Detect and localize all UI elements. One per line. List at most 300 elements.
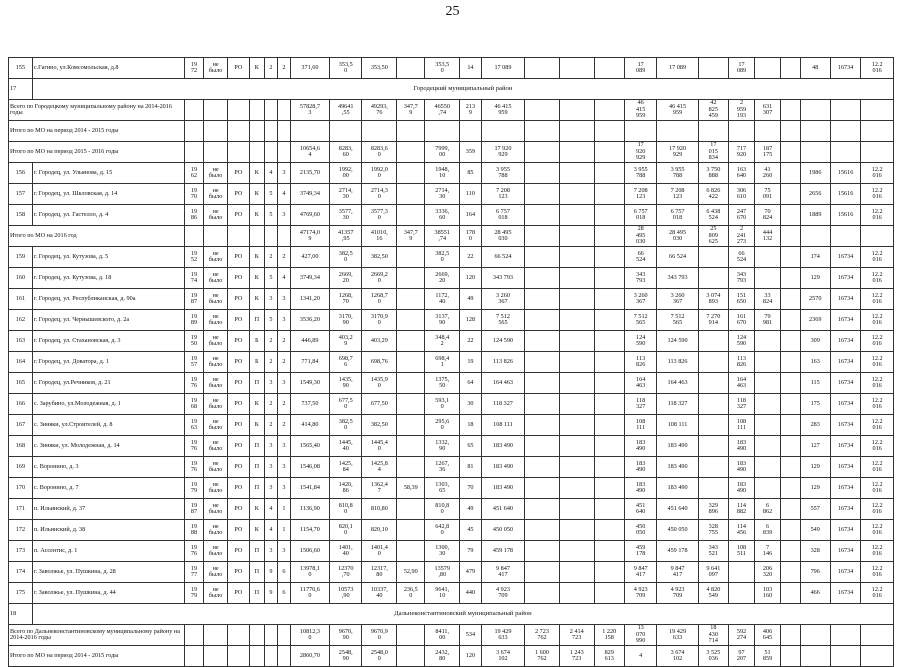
cost-sum: 9 847 417 [657,562,698,583]
cost-region [559,394,594,415]
cost-part-4 [781,100,801,121]
cost-fund: 1 600 762 [525,646,560,667]
area-premises: 49641 ,55 [329,100,362,121]
row-number: 172 [9,520,33,541]
floors: 2 [264,394,277,415]
area-premises: 382,5 0 [329,247,362,268]
floors: 9 [264,562,277,583]
cost-local [594,184,624,205]
unit-cost: 1889 [800,205,830,226]
total-area: 1506,60 [290,541,329,562]
cost-part-4 [781,289,801,310]
empty-cell [800,226,830,247]
last-repair: не было [204,415,228,436]
cost-fund [525,415,560,436]
cost-part-2: 247 670 [729,205,755,226]
last-repair: не было [204,289,228,310]
area-nonresidential [397,646,425,667]
table-row [9,268,894,289]
residents-count: 120 [460,646,482,667]
total-cost: 3 955 788 [481,163,524,184]
cost-sum: 7 512 565 [657,310,698,331]
cost-part-1 [698,394,728,415]
unit-cost: 115 [800,373,830,394]
residents-count: 110 [460,184,482,205]
floors: 2 [264,247,277,268]
row-number: 167 [9,415,33,436]
cost-owners: 459 178 [624,541,657,562]
cost-part-4 [781,583,801,604]
table-row [9,583,894,604]
cost-owners: 124 590 [624,331,657,352]
total-label: Всего по Городецкому муниципальному району на 2014-2016 годы [9,100,185,121]
area-residential: 353,50 [362,58,397,79]
floors: 2 [264,352,277,373]
residents-count: 49 [460,499,482,520]
address: г. Заволжье, ул. Пушкина, д. 44 [32,583,184,604]
unit-cost: 175 [800,394,830,415]
cost-part-3: 7 146 [755,541,781,562]
total-cost: 3 674 102 [481,646,524,667]
cost-part-1: 329 896 [698,499,728,520]
row-number: 170 [9,478,33,499]
last-repair: не было [204,310,228,331]
cost-part-4 [781,247,801,268]
cost-part-1 [698,415,728,436]
cost-part-1: 343 521 [698,541,728,562]
unit-cost: 309 [800,331,830,352]
total-cost: 183 490 [481,436,524,457]
area-residential: 1268,7 0 [362,289,397,310]
last-repair: не было [204,373,228,394]
residents-count: 359 [460,142,482,163]
unit-cost: 466 [800,583,830,604]
area-living: 348,4 2 [425,331,460,352]
area-premises: 1268, 70 [329,289,362,310]
address: п. Ильинский, д. 37 [32,499,184,520]
area-living: 295,6 0 [425,415,460,436]
total-area: 57828,7 3 [290,100,329,121]
cost-sum: 108 111 [657,415,698,436]
area-nonresidential [397,268,425,289]
cost-sum: 28 495 030 [657,226,698,247]
cost-sum: 3 674 102 [657,646,698,667]
year-built: 19 76 [184,436,204,457]
total-cost: 7 208 123 [481,184,524,205]
section-title: Дальнеконстантиновский муниципальный район [32,604,893,625]
entrances: 3 [277,289,290,310]
cost-fund [525,121,560,142]
cost-part-3: 51 859 [755,646,781,667]
cost-part-2: 114 882 [729,499,755,520]
max-unit-cost: 16734 [830,583,860,604]
year-built: 19 57 [184,352,204,373]
cost-part-4 [781,268,801,289]
cost-part-2: 592 274 [729,625,755,646]
entrances: 3 [277,373,290,394]
total-area: 737,50 [290,394,329,415]
row-number: 162 [9,310,33,331]
address: с. Воронино, д. 3 [32,457,184,478]
empty-cell [264,121,277,142]
method: РО [228,436,250,457]
area-residential: 820,10 [362,520,397,541]
area-premises [329,121,362,142]
empty-cell [830,646,860,667]
unit-cost: 129 [800,268,830,289]
total-area: 427,00 [290,247,329,268]
cost-sum: 164 463 [657,373,698,394]
row-number: 174 [9,562,33,583]
cost-region [559,100,594,121]
cost-part-2: 161 670 [729,310,755,331]
last-repair: не было [204,331,228,352]
total-area: 446,89 [290,331,329,352]
cost-part-4 [781,205,801,226]
cost-fund: 2 723 762 [525,625,560,646]
residents-count: 14 [460,58,482,79]
residents-count: 85 [460,163,482,184]
cost-local [594,205,624,226]
cost-local [594,226,624,247]
cost-part-4 [781,163,801,184]
area-living: 46550 ,74 [425,100,460,121]
cost-part-3: 103 160 [755,583,781,604]
area-residential: 10337, 40 [362,583,397,604]
residents-count: 534 [460,625,482,646]
empty-cell [277,625,290,646]
cost-part-1: 6 826 422 [698,184,728,205]
cost-region [559,247,594,268]
max-unit-cost: 16734 [830,310,860,331]
row-number: 156 [9,163,33,184]
cost-sum: 4 923 709 [657,583,698,604]
year-built: 19 89 [184,310,204,331]
cost-local [594,562,624,583]
cost-fund [525,58,560,79]
area-premises: 3170, 90 [329,310,362,331]
cost-part-1: 25 809 625 [698,226,728,247]
completion-date: 12.2 016 [861,58,894,79]
cost-part-4 [781,520,801,541]
cost-local [594,373,624,394]
total-label: Всего по Дальнеконстантиновскому муниципальному району на 2014-2016 годы [9,625,185,646]
total-cost: 183 490 [481,457,524,478]
cost-sum: 450 050 [657,520,698,541]
wall-material: П [249,562,264,583]
cost-part-1 [698,373,728,394]
row-number: 159 [9,247,33,268]
cost-part-3: 206 320 [755,562,781,583]
method: РО [228,184,250,205]
total-row [9,625,894,646]
entrances: 2 [277,58,290,79]
total-area: 1341,20 [290,289,329,310]
table-row [9,58,894,79]
area-residential: 403,29 [362,331,397,352]
year-built: 19 87 [184,499,204,520]
empty-cell [204,646,228,667]
area-nonresidential [397,247,425,268]
area-premises: 820,1 0 [329,520,362,541]
entrances: 2 [277,352,290,373]
year-built: 19 87 [184,289,204,310]
cost-part-1: 6 438 524 [698,205,728,226]
cost-part-1 [698,268,728,289]
cost-part-4 [781,226,801,247]
cost-region [559,268,594,289]
entrances: 4 [277,184,290,205]
completion-date: 12.2 016 [861,520,894,541]
empty-cell [277,142,290,163]
cost-part-3: 79 981 [755,310,781,331]
cost-fund [525,226,560,247]
cost-region [559,205,594,226]
total-cost: 7 512 565 [481,310,524,331]
cost-sum: 118 327 [657,394,698,415]
table-row [9,289,894,310]
cost-local [594,289,624,310]
empty-cell [800,121,830,142]
empty-cell [861,142,894,163]
cost-sum: 183 490 [657,436,698,457]
cost-sum: 183 490 [657,478,698,499]
cost-part-2: 183 490 [729,457,755,478]
cost-owners: 113 826 [624,352,657,373]
floors: 5 [264,205,277,226]
row-number: 165 [9,373,33,394]
cost-part-2: 17 089 [729,58,755,79]
area-premises: 382,5 0 [329,415,362,436]
total-area: 414,80 [290,415,329,436]
last-repair: не было [204,478,228,499]
total-row [9,142,894,163]
area-residential: 698,76 [362,352,397,373]
cost-local [594,58,624,79]
area-nonresidential [397,499,425,520]
cost-region: 1 243 723 [559,646,594,667]
total-cost: 450 050 [481,520,524,541]
empty-cell [204,625,228,646]
area-residential: 3170,9 0 [362,310,397,331]
section-title: Городецкий муниципальный район [32,79,893,100]
floors: 3 [264,373,277,394]
completion-date: 12.2 016 [861,415,894,436]
last-repair: не было [204,352,228,373]
area-residential: 677,50 [362,394,397,415]
table-row [9,478,894,499]
cost-fund [525,163,560,184]
cost-fund [525,100,560,121]
area-nonresidential [397,121,425,142]
area-living: 353,5 0 [425,58,460,79]
cost-sum: 113 826 [657,352,698,373]
area-nonresidential [397,541,425,562]
total-cost: 451 640 [481,499,524,520]
area-residential: 2548,0 0 [362,646,397,667]
area-residential: 8283,6 0 [362,142,397,163]
table-row [9,352,894,373]
cost-part-3 [755,394,781,415]
cost-sum: 17 089 [657,58,698,79]
wall-material: К [249,394,264,415]
year-built: 19 68 [184,394,204,415]
row-number: 157 [9,184,33,205]
floors: 3 [264,436,277,457]
wall-material: К [249,163,264,184]
cost-part-3: 631 307 [755,100,781,121]
cost-owners: 17 089 [624,58,657,79]
empty-cell [204,142,228,163]
last-repair: не было [204,58,228,79]
cost-part-2: 114 456 [729,520,755,541]
wall-material: К [249,289,264,310]
cost-region [559,289,594,310]
table-row [9,394,894,415]
area-premises: 353,5 0 [329,58,362,79]
total-cost: 459 178 [481,541,524,562]
cost-part-1 [698,436,728,457]
address: г. Городец, ул. Республиканская, д. 90а [32,289,184,310]
area-residential: 1401,4 0 [362,541,397,562]
cost-part-1: 17 015 834 [698,142,728,163]
cost-local [594,331,624,352]
empty-cell [228,625,250,646]
cost-part-2 [729,121,755,142]
area-premises: 2548, 90 [329,646,362,667]
cost-region: 2 414 723 [559,625,594,646]
last-repair: не было [204,205,228,226]
cost-part-1: 3 525 036 [698,646,728,667]
entrances: 2 [277,394,290,415]
max-unit-cost: 16734 [830,331,860,352]
residents-count: 120 [460,268,482,289]
empty-cell [184,142,204,163]
area-residential: 3577,3 0 [362,205,397,226]
total-cost [481,121,524,142]
total-row [9,646,894,667]
empty-cell [228,646,250,667]
cost-local [594,352,624,373]
cost-region [559,457,594,478]
cost-part-3 [755,352,781,373]
method: РО [228,268,250,289]
method: РО [228,415,250,436]
area-nonresidential: 347,7 9 [397,226,425,247]
area-nonresidential [397,457,425,478]
entrances: 3 [277,163,290,184]
completion-date: 12.2 016 [861,457,894,478]
residents-count: 213 9 [460,100,482,121]
last-repair: не было [204,268,228,289]
total-cost: 3 260 367 [481,289,524,310]
completion-date: 12.2 016 [861,331,894,352]
method: РО [228,247,250,268]
max-unit-cost: 16734 [830,58,860,79]
completion-date: 12.2 016 [861,562,894,583]
max-unit-cost: 16734 [830,541,860,562]
unit-cost: 163 [800,352,830,373]
cost-region [559,478,594,499]
completion-date: 12.2 016 [861,247,894,268]
empty-cell [204,100,228,121]
cost-part-3 [755,331,781,352]
area-living: 13579 ,80 [425,562,460,583]
total-area: 1136,90 [290,499,329,520]
cost-part-1: 9 641 097 [698,562,728,583]
area-residential [362,121,397,142]
empty-cell [184,646,204,667]
cost-sum: 17 920 929 [657,142,698,163]
cost-part-3: 6 839 [755,520,781,541]
cost-part-3: 75 091 [755,184,781,205]
cost-part-1 [698,247,728,268]
cost-part-3 [755,121,781,142]
area-living: 642,8 0 [425,520,460,541]
cost-part-3 [755,415,781,436]
empty-cell [184,226,204,247]
method: РО [228,331,250,352]
year-built: 19 52 [184,247,204,268]
area-premises: 1445, 40 [329,436,362,457]
area-residential: 1425,8 4 [362,457,397,478]
cost-part-1 [698,331,728,352]
completion-date: 12.2 016 [861,394,894,415]
area-residential: 810,80 [362,499,397,520]
cost-owners: 28 495 030 [624,226,657,247]
floors: 4 [264,163,277,184]
wall-material: П [249,478,264,499]
area-residential: 1992,0 0 [362,163,397,184]
year-built: 19 79 [184,583,204,604]
method: РО [228,163,250,184]
residents-count: 70 [460,478,482,499]
cost-fund [525,520,560,541]
total-area: 11770,6 0 [290,583,329,604]
cost-region [559,520,594,541]
cost-part-2: 151 650 [729,289,755,310]
cost-part-4 [781,142,801,163]
cost-part-1: 328 755 [698,520,728,541]
cost-part-4 [781,415,801,436]
cost-fund [525,583,560,604]
last-repair: не было [204,541,228,562]
area-residential: 2714,3 0 [362,184,397,205]
cost-region [559,142,594,163]
area-living: 2669, 20 [425,268,460,289]
cost-part-1 [698,457,728,478]
max-unit-cost: 16734 [830,394,860,415]
cost-local: 1 220 158 [594,625,624,646]
empty-cell [228,121,250,142]
cost-local [594,499,624,520]
empty-cell [249,625,264,646]
last-repair: не было [204,247,228,268]
area-premises: 1435, 90 [329,373,362,394]
cost-part-2: 124 590 [729,331,755,352]
year-built: 19 74 [184,268,204,289]
residents-count: 479 [460,562,482,583]
wall-material: К [249,247,264,268]
cost-part-4 [781,499,801,520]
cost-sum: 451 640 [657,499,698,520]
address: г. Городец, ул. Шкловская, д. 14 [32,184,184,205]
method: РО [228,310,250,331]
cost-owners [624,121,657,142]
cost-fund [525,562,560,583]
completion-date: 12.2 016 [861,184,894,205]
unit-cost: 174 [800,247,830,268]
